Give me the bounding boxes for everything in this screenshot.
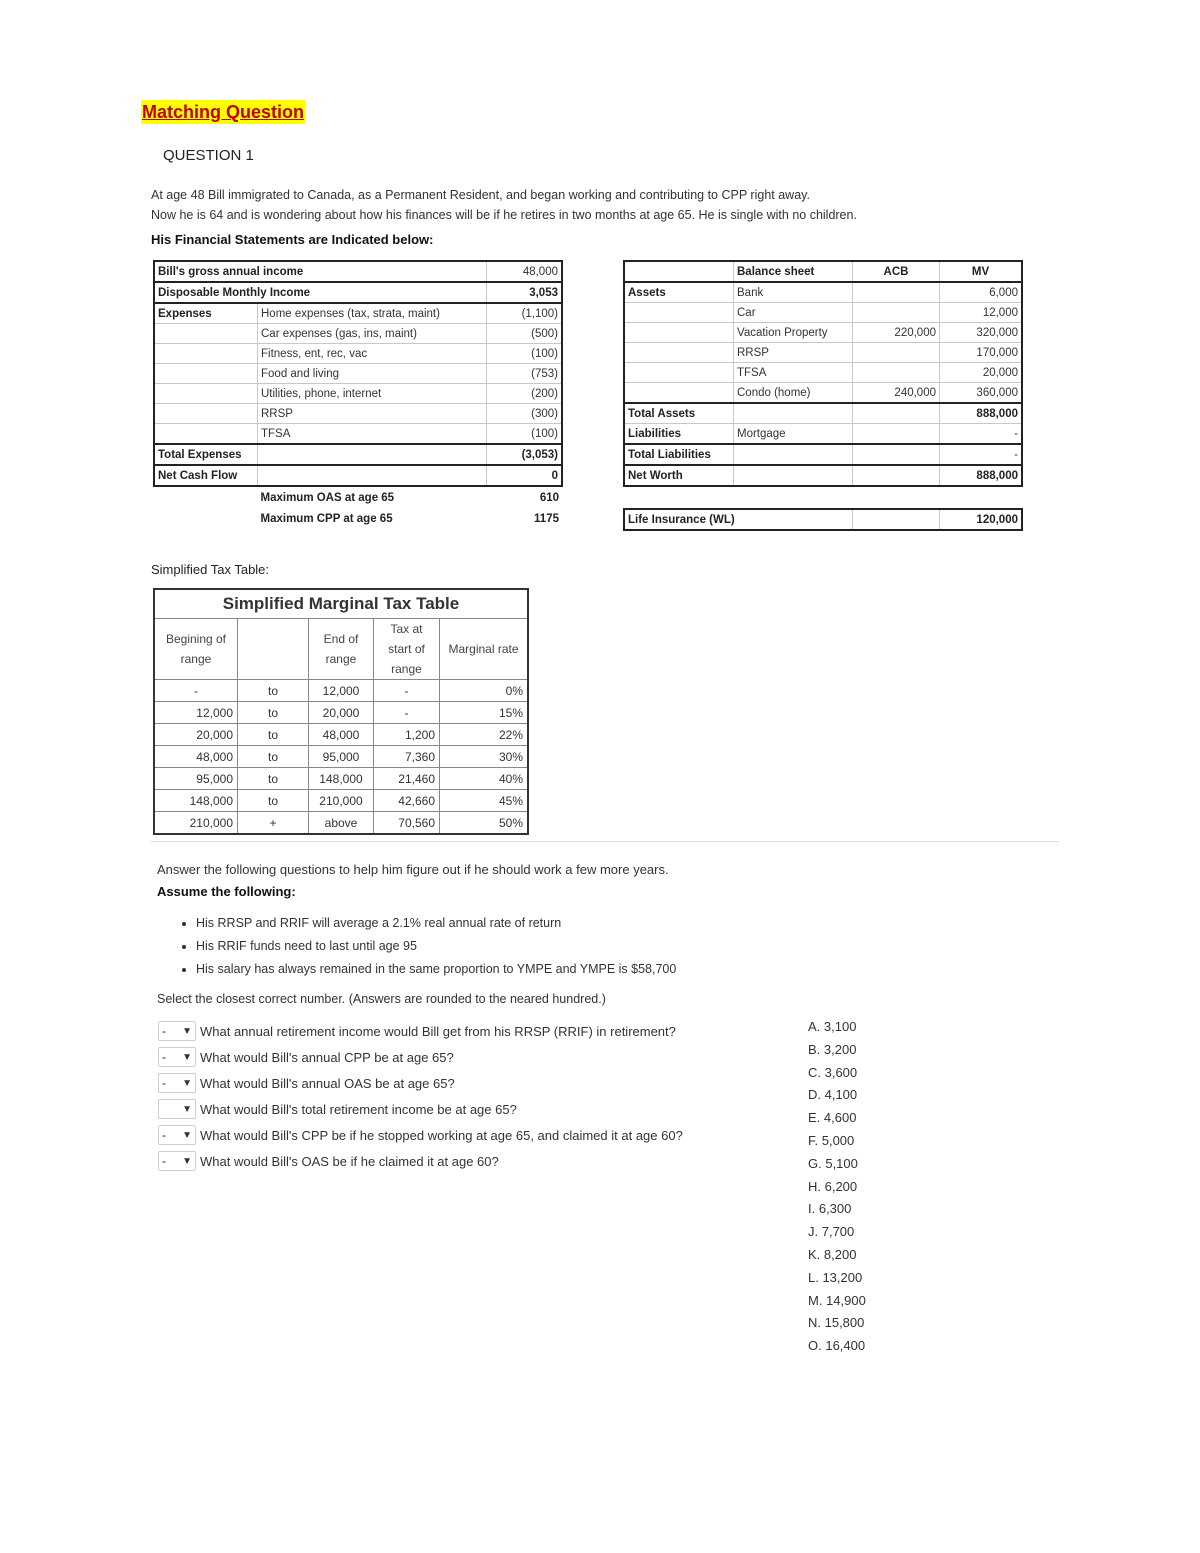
- answer-option: N. 15,800: [808, 1315, 865, 1331]
- cell-to: to: [238, 680, 309, 702]
- cell-to: to: [238, 790, 309, 812]
- asset-acb: [853, 343, 940, 363]
- assets-label: Assets: [624, 282, 734, 303]
- chevron-down-icon: ▼: [182, 1129, 192, 1141]
- max-cpp-label: Maximum CPP at age 65: [260, 512, 393, 525]
- balance-sheet-table: [623, 260, 1023, 531]
- expense-label: Fitness, ent, rec, vac: [258, 344, 487, 364]
- list-item: • His salary has always remained in the same proportion to YMPE and YMPE is $58,700: [196, 959, 676, 982]
- cell-end: 210,000: [309, 790, 374, 812]
- cell-to: to: [238, 768, 309, 790]
- cell-rate: 22%: [440, 724, 529, 746]
- total-expenses-value: (3,053): [487, 444, 563, 465]
- answer-option: D. 4,100: [808, 1087, 858, 1103]
- life-insurance-value: 120,000: [940, 509, 1023, 530]
- blank-cell: [734, 444, 853, 465]
- scenario-paragraph-1: At age 48 Bill immigrated to Canada, as a Permanent Resident, and began working and contributing to CPP right away.: [151, 188, 810, 202]
- cell-end: above: [309, 812, 374, 835]
- mortgage-label: Mortgage: [734, 424, 853, 445]
- blank-cell: [154, 508, 258, 529]
- asset-label: RRSP: [734, 343, 853, 363]
- cell-end: 95,000: [309, 746, 374, 768]
- page-heading: Matching Question: [142, 102, 304, 122]
- asset-mv: 320,000: [940, 323, 1023, 343]
- cell-end: 148,000: [309, 768, 374, 790]
- answer-option: F. 5,000: [808, 1132, 855, 1148]
- cell-begin: 20,000: [154, 724, 238, 746]
- select-value: -: [162, 1050, 166, 1064]
- answer-option: B. 3,200: [808, 1041, 857, 1057]
- cell-to: +: [238, 812, 309, 835]
- chevron-down-icon: ▼: [182, 1077, 192, 1089]
- expense-value: (753): [487, 364, 563, 384]
- expense-label: TFSA: [258, 424, 487, 445]
- asset-label: TFSA: [734, 363, 853, 383]
- cell-rate: 45%: [440, 790, 529, 812]
- table-row: [154, 790, 528, 812]
- blank-cell: [734, 465, 853, 486]
- blank-cell: [154, 364, 258, 384]
- tax-table-label: Simplified Tax Table:: [151, 562, 270, 577]
- cell-rate: 0%: [440, 680, 529, 702]
- cell-rate: 30%: [440, 746, 529, 768]
- assume-label: Assume the following:: [157, 884, 296, 899]
- mv-header: MV: [940, 261, 1023, 282]
- answer-option: M. 14,900: [808, 1292, 866, 1308]
- blank-cell: [624, 261, 734, 282]
- blank-cell: [154, 344, 258, 364]
- answer-select[interactable]: [158, 1151, 196, 1171]
- total-liabilities-label: Total Liabilities: [624, 444, 734, 465]
- chevron-down-icon: ▼: [182, 1155, 192, 1167]
- answer-option: J. 7,700: [808, 1224, 855, 1240]
- question-text: What would Bill's annual OAS be at age 65?: [200, 1075, 455, 1091]
- answer-select[interactable]: [158, 1125, 196, 1145]
- life-insurance-label: Life Insurance (WL): [624, 509, 853, 530]
- cell-rate: 15%: [440, 702, 529, 724]
- question-text: What would Bill's OAS be if he claimed it at age 60?: [200, 1153, 499, 1169]
- blank-cell: [258, 444, 487, 465]
- table-row: [154, 812, 528, 835]
- question-row: [158, 1148, 683, 1174]
- tax-table-title: Simplified Marginal Tax Table: [154, 589, 528, 619]
- answer-options-list: [808, 1017, 866, 1359]
- cell-to: to: [238, 702, 309, 724]
- blank-cell: [853, 403, 940, 424]
- select-value: -: [162, 1024, 166, 1038]
- max-oas-value: 610: [539, 491, 559, 504]
- question-list: [158, 1018, 683, 1174]
- asset-label: Vacation Property: [734, 323, 853, 343]
- cell-tax: 21,460: [374, 768, 440, 790]
- blank-cell: [154, 404, 258, 424]
- asset-mv: 6,000: [940, 282, 1023, 303]
- cell-to: to: [238, 746, 309, 768]
- list-item: • His RRIF funds need to last until age 95: [196, 936, 676, 959]
- expenses-label: Expenses: [154, 303, 258, 324]
- blank-cell: [624, 383, 734, 404]
- expense-value: (200): [487, 384, 563, 404]
- blank-cell: [624, 303, 734, 323]
- expense-value: (100): [487, 424, 563, 445]
- assumptions-list: [178, 913, 676, 982]
- income-statement-table: [153, 260, 563, 529]
- cell-tax: 70,560: [374, 812, 440, 835]
- cell-tax: 42,660: [374, 790, 440, 812]
- asset-acb: [853, 363, 940, 383]
- answer-option: E. 4,600: [808, 1110, 857, 1126]
- question-row: [158, 1096, 683, 1122]
- asset-mv: 170,000: [940, 343, 1023, 363]
- net-cash-flow-label: Net Cash Flow: [154, 465, 258, 486]
- answer-option: L. 13,200: [808, 1269, 863, 1285]
- marginal-tax-table: [153, 588, 529, 835]
- asset-mv: 360,000: [940, 383, 1023, 404]
- blank-cell: [853, 465, 940, 486]
- list-item: • His RRSP and RRIF will average a 2.1% real annual rate of return: [196, 913, 676, 936]
- asset-label: Bank: [734, 282, 853, 303]
- question-row: [158, 1044, 683, 1070]
- blank-cell: [624, 343, 734, 363]
- chevron-down-icon: ▼: [182, 1025, 192, 1037]
- question-text: What annual retirement income would Bill get from his RRSP (RRIF) in retirement?: [200, 1023, 676, 1039]
- expense-label: Home expenses (tax, strata, maint): [258, 303, 487, 324]
- net-worth-label: Net Worth: [624, 465, 734, 486]
- net-worth-value: 888,000: [940, 465, 1023, 486]
- question-row: [158, 1018, 683, 1044]
- table-row: [154, 724, 528, 746]
- answer-option: C. 3,600: [808, 1064, 858, 1080]
- blank-cell: [853, 424, 940, 445]
- answer-option: H. 6,200: [808, 1178, 858, 1194]
- statements-label: His Financial Statements are Indicated below:: [151, 232, 434, 247]
- blank-cell: [154, 384, 258, 404]
- table-row: [154, 768, 528, 790]
- liabilities-label: Liabilities: [624, 424, 734, 445]
- max-oas-label: Maximum OAS at age 65: [260, 491, 395, 504]
- blank-cell: [258, 465, 487, 486]
- select-value: -: [162, 1154, 166, 1168]
- cell-begin: 48,000: [154, 746, 238, 768]
- cell-begin: 148,000: [154, 790, 238, 812]
- asset-acb: 240,000: [853, 383, 940, 404]
- answer-option: K. 8,200: [808, 1246, 857, 1262]
- balance-sheet-header: Balance sheet: [734, 261, 853, 282]
- cell-tax: 1,200: [374, 724, 440, 746]
- question-text: What would Bill's annual CPP be at age 65?: [200, 1049, 454, 1065]
- blank-cell: [734, 403, 853, 424]
- asset-label: Condo (home): [734, 383, 853, 404]
- question-text: What would Bill's CPP be if he stopped working at age 65, and claimed it at age 60?: [200, 1127, 683, 1143]
- answer-select[interactable]: [158, 1047, 196, 1067]
- blank-cell: [624, 486, 1022, 509]
- chevron-down-icon: ▼: [182, 1051, 192, 1063]
- table-row: [154, 746, 528, 768]
- cell-to: to: [238, 724, 309, 746]
- answer-select[interactable]: [158, 1073, 196, 1093]
- asset-acb: [853, 303, 940, 323]
- expense-label: Food and living: [258, 364, 487, 384]
- cell-end: 12,000: [309, 680, 374, 702]
- table-row: [154, 680, 528, 702]
- total-assets-label: Total Assets: [624, 403, 734, 424]
- expense-label: RRSP: [258, 404, 487, 424]
- expense-label: Car expenses (gas, ins, maint): [258, 324, 487, 344]
- expense-value: (300): [487, 404, 563, 424]
- instructions-text: Select the closest correct number. (Answers are rounded to the neared hundred.): [157, 992, 606, 1006]
- expense-value: (1,100): [487, 303, 563, 324]
- asset-acb: 220,000: [853, 323, 940, 343]
- answer-option: G. 5,100: [808, 1155, 858, 1171]
- header-to: [238, 619, 309, 680]
- cell-begin: -: [154, 680, 238, 702]
- gross-income-label: Bill's gross annual income: [154, 261, 487, 282]
- answer-select[interactable]: [158, 1021, 196, 1041]
- mortgage-value: -: [940, 424, 1023, 445]
- answer-option: I. 6,300: [808, 1201, 852, 1217]
- cell-rate: 40%: [440, 768, 529, 790]
- max-cpp-value: 1175: [534, 512, 559, 525]
- asset-acb: [853, 282, 940, 303]
- intro-text: Answer the following questions to help him figure out if he should work a few more years.: [157, 862, 669, 877]
- cell-tax: 7,360: [374, 746, 440, 768]
- answer-select[interactable]: [158, 1099, 196, 1119]
- asset-mv: 12,000: [940, 303, 1023, 323]
- cell-begin: 12,000: [154, 702, 238, 724]
- blank-cell: [154, 424, 258, 445]
- cell-tax: -: [374, 680, 440, 702]
- cell-end: 48,000: [309, 724, 374, 746]
- cell-tax: -: [374, 702, 440, 724]
- answer-option: A. 3,100: [808, 1019, 857, 1034]
- chevron-down-icon: ▼: [182, 1103, 192, 1115]
- cell-end: 20,000: [309, 702, 374, 724]
- question-row: [158, 1122, 683, 1148]
- cell-begin: 95,000: [154, 768, 238, 790]
- gross-income-value: 48,000: [487, 261, 563, 282]
- section-divider: [151, 841, 1059, 842]
- blank-cell: [624, 323, 734, 343]
- blank-cell: [853, 509, 940, 530]
- blank-cell: [853, 444, 940, 465]
- header-marginal-rate: Marginal rate: [440, 619, 529, 680]
- blank-cell: [154, 324, 258, 344]
- expense-label: Utilities, phone, internet: [258, 384, 487, 404]
- select-value: -: [162, 1128, 166, 1142]
- table-row: [154, 702, 528, 724]
- answer-option: O. 16,400: [808, 1338, 866, 1354]
- total-assets-value: 888,000: [940, 403, 1023, 424]
- cell-begin: 210,000: [154, 812, 238, 835]
- acb-header: ACB: [853, 261, 940, 282]
- header-tax-at-start: Tax at start of range: [374, 619, 440, 680]
- total-liabilities-value: -: [940, 444, 1023, 465]
- question-label: QUESTION 1: [163, 147, 254, 164]
- disposable-income-value: 3,053: [487, 282, 563, 303]
- scenario-paragraph-2: Now he is 64 and is wondering about how his finances will be if he retires in two months at age 65. He is single with no children.: [151, 208, 857, 222]
- header-end-range: End of range: [309, 619, 374, 680]
- cell-rate: 50%: [440, 812, 529, 835]
- disposable-income-label: Disposable Monthly Income: [154, 282, 487, 303]
- asset-mv: 20,000: [940, 363, 1023, 383]
- question-row: [158, 1070, 683, 1096]
- expense-value: (500): [487, 324, 563, 344]
- select-value: -: [162, 1076, 166, 1090]
- asset-label: Car: [734, 303, 853, 323]
- blank-cell: [624, 363, 734, 383]
- header-begin-range: Begining of range: [154, 619, 238, 680]
- net-cash-flow-value: 0: [487, 465, 563, 486]
- total-expenses-label: Total Expenses: [154, 444, 258, 465]
- expense-value: (100): [487, 344, 563, 364]
- question-text: What would Bill's total retirement income be at age 65?: [200, 1101, 517, 1117]
- blank-cell: [154, 486, 258, 508]
